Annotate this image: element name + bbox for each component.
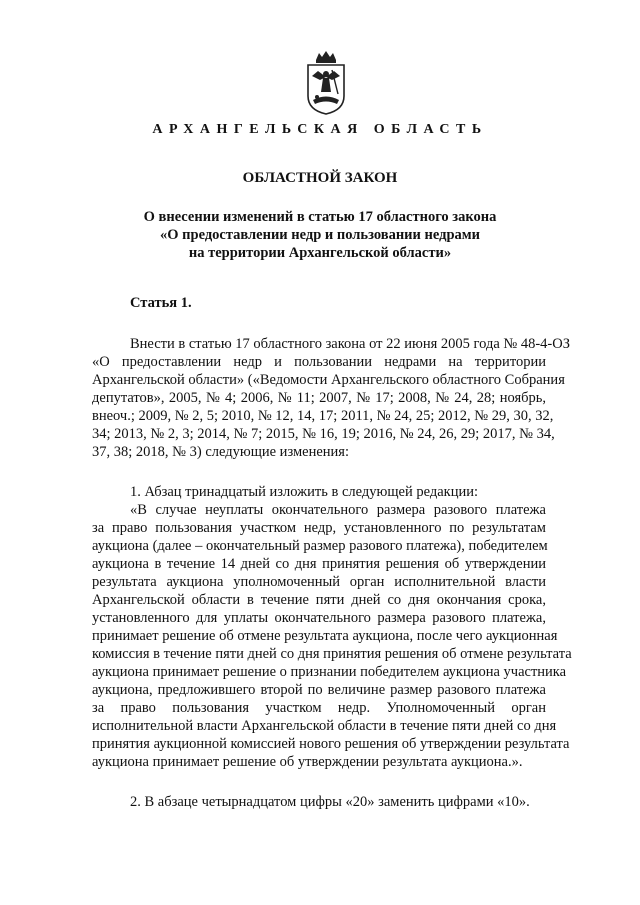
intro-line: Внести в статью 17 областного закона от 22 июня 2005 года № 48-4-ОЗ [130,336,570,352]
item-1-line: аукциона принимает решение об утверждении результата аукциона.». [92,754,523,770]
item-1-line: за право пользования участком недр, установленного по результатам [92,520,546,536]
intro-line: 37, 38; 2018, № 3) следующие изменения: [92,444,349,460]
item-1-line: аукциона в течение 14 дней со дня принятия решения об утверждении [92,556,546,572]
item-1-line: исполнительной власти Архангельской области в течение пяти дней со дня [92,718,557,734]
item-1-heading: 1. Абзац тринадцатый изложить в следующей редакции: [130,484,478,500]
coat-of-arms-emblem [302,50,350,116]
intro-line: внеоч.; 2009, № 2, 5; 2010, № 12, 14, 17; 2011, № 24, 25; 2012, № 29, 30, 32, [92,408,554,424]
item-1-line: принятия аукционной комиссией нового решения об утверждении результата [92,736,570,752]
item-1-line: Архангельской области в течение пяти дней со дня окончания срока, [92,592,546,608]
law-title-line: О внесении изменений в статью 17 областного закона [143,209,497,225]
law-title-line: на территории Архангельской области» [188,245,452,261]
item-1-line: результата аукциона уполномоченный орган исполнительной власти [92,574,546,590]
item-1-line: установленного для уплаты окончательного размера разового платежа, [92,610,546,626]
item-1-line: за право пользования участком недр. Уполномоченный орган [92,700,546,716]
document-type: ОБЛАСТНОЙ ЗАКОН [242,170,398,186]
item-1-line: принимает решение об отмене результата аукциона, после чего аукционная [92,628,558,644]
law-title-line: «О предоставлении недр и пользовании недрами [160,227,480,243]
item-1-line: комиссия в течение пяти дней со дня принятия решения об отмене результата [92,646,572,662]
item-2: 2. В абзаце четырнадцатом цифры «20» заменить цифрами «10». [130,794,530,810]
article-heading: Статья 1. [130,295,192,311]
item-1-line: аукциона принимает решение о признании победителем аукциона участника [92,664,567,680]
intro-line: «О предоставлении недр и пользовании недрами на территории [92,354,546,370]
intro-line: депутатов», 2005, № 4; 2006, № 11; 2007, № 17; 2008, № 24, 28; ноябрь, [92,390,546,406]
intro-line: Архангельской области» («Ведомости Архангельского областного Собрания [92,372,565,388]
item-1-line: аукциона (далее – окончательный размер разового платежа), победителем [92,538,548,554]
region-name: АРХАНГЕЛЬСКАЯ ОБЛАСТЬ [152,122,488,137]
item-1-line: «В случае неуплаты окончательного размера разового платежа [130,502,546,518]
item-1-line: аукциона, предложившего второй по величине размер разового платежа [92,682,546,698]
intro-line: 34; 2013, № 2, 3; 2014, № 7; 2015, № 16, 19; 2016, № 24, 26, 29; 2017, № 34, [92,426,555,442]
